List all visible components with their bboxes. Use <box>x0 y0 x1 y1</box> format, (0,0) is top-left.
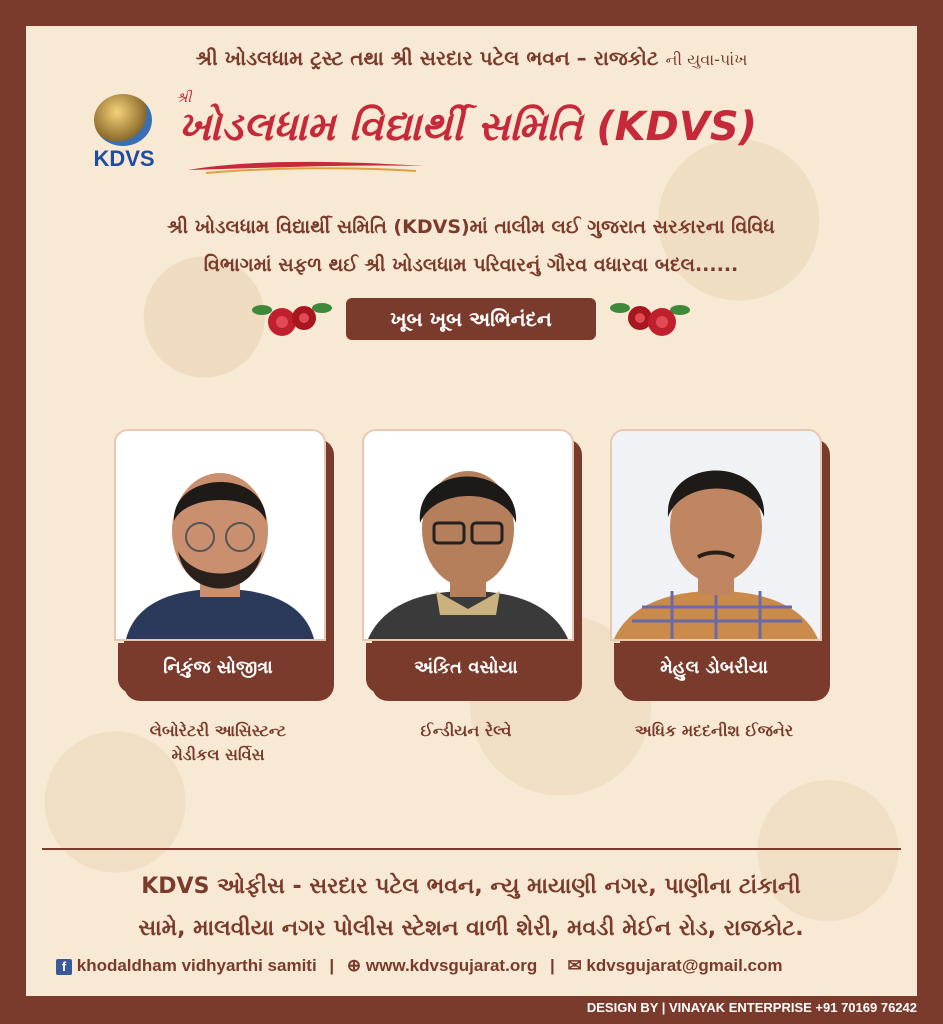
contact-row <box>56 956 896 976</box>
top-line-suffix: ની યુવા-પાંખ <box>665 50 748 69</box>
person-name: અંકિત વસોયા <box>366 643 566 693</box>
mail-icon: ✉ <box>567 956 582 975</box>
person-role <box>346 719 586 743</box>
page-title: ખોડલધામ વિદ્યાર્થી સમિતિ (KDVS) <box>178 104 757 150</box>
intro-line-1: શ્રી ખોડલધામ વિદ્યાર્થી સમિતિ (KDVS)માં તાલીમ લઈ ગુજરાત સરકારના વિવિધ <box>167 216 775 238</box>
person-photo <box>114 429 326 641</box>
design-credit: DESIGN BY | VINAYAK ENTERPRISE +91 70169 76242 <box>586 1000 917 1015</box>
title-swash-decoration <box>186 158 426 176</box>
address-line-1: KDVS ઓફીસ - સરદાર પટેલ ભવન, ન્યુ માયાણી નગર, પાણીના ટાંકાની <box>141 874 801 899</box>
title-prefix: શ્રી <box>176 90 192 106</box>
role-line: લેબોરેટરી આસિસ્ટન્ટ <box>149 721 287 740</box>
portrait-image <box>612 431 820 639</box>
facebook-icon: f <box>56 959 72 975</box>
email-link[interactable]: kdvsgujarat@gmail.com <box>586 956 783 975</box>
rose-icon <box>610 296 690 340</box>
portrait-image <box>364 431 572 639</box>
kdvs-logo <box>82 92 166 176</box>
role-line: ઈન્ડીયન રેલ્વે <box>420 721 512 740</box>
globe-icon: ⊕ <box>346 956 362 975</box>
person-card <box>114 429 324 701</box>
person-role <box>594 719 834 743</box>
top-line <box>26 46 917 70</box>
person-name: મેહુલ ડોબરીયા <box>614 643 814 693</box>
globe-icon <box>94 94 152 146</box>
person-name: નિકુંજ સોજીત્રા <box>118 643 318 693</box>
separator: | <box>329 956 335 975</box>
congratulations-banner: ખૂબ ખૂબ અભિનંદન <box>346 298 596 340</box>
person-photo <box>362 429 574 641</box>
person-photo <box>610 429 822 641</box>
role-line: મેડીકલ સર્વિસ <box>171 745 265 764</box>
role-line: અધિક મદદનીશ ઈજનેર <box>634 721 794 740</box>
portrait-image <box>116 431 324 639</box>
footer-divider <box>42 848 901 850</box>
person-card <box>610 429 820 701</box>
intro-line-2: વિભાગમાં સફળ થઈ શ્રી ખોડલધામ પરિવારનું ગૌરવ વધારવા બદલ...... <box>203 254 739 276</box>
rose-icon <box>252 296 332 340</box>
address-line-2: સામે, માલવીયા નગર પોલીસ સ્ટેશન વાળી શેરી, મવડી મેઈન રોડ, રાજકોટ. <box>138 916 804 941</box>
logo-text: KDVS <box>93 146 155 171</box>
separator: | <box>549 956 555 975</box>
poster-content <box>26 26 917 996</box>
facebook-link[interactable]: khodaldham vidhyarthi samiti <box>76 956 317 975</box>
person-role <box>98 719 338 767</box>
person-card <box>362 429 572 701</box>
top-line-main: શ્રી ખોડલધામ ટ્રસ્ટ તથા શ્રી સરદાર પટેલ ભવન – રાજકોટ <box>195 46 659 70</box>
website-link[interactable]: www.kdvsgujarat.org <box>365 956 538 975</box>
